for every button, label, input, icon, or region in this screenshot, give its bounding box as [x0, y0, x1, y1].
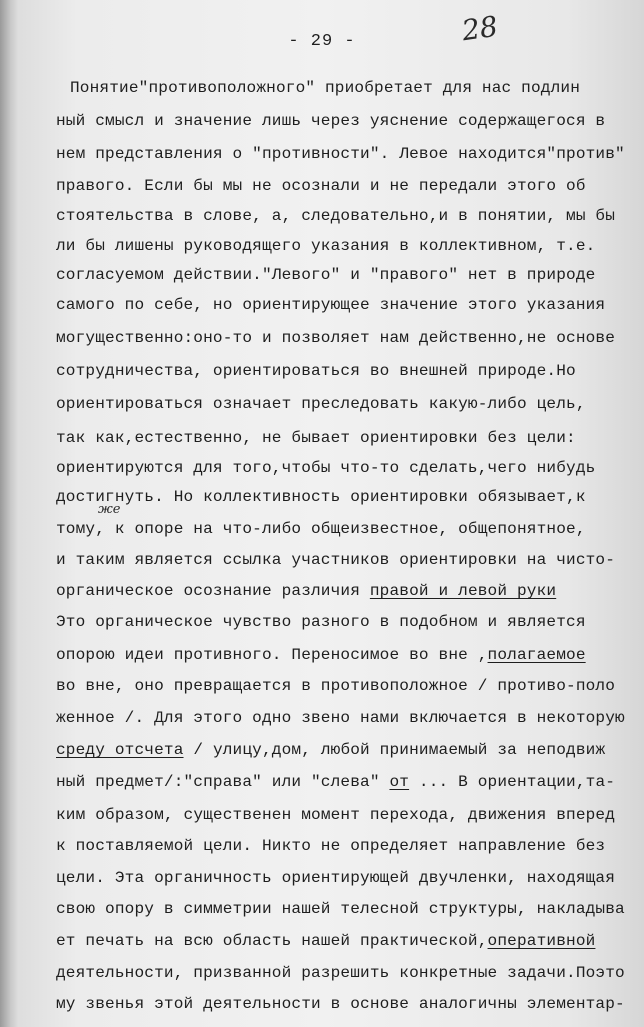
underlined-phrase-reference-medium: среду отсчета	[56, 741, 184, 759]
text-line-30: му звенья этой деятельности в основе аналогичны элементар-	[56, 995, 625, 1013]
text-line-22	[56, 739, 626, 761]
text-line-7: согласуемом действии."Левого" и "правого" нет в природе	[56, 266, 596, 284]
text-line-8: самого по себе, но ориентирующее значение этого указания	[56, 296, 606, 314]
text-line-24	[56, 804, 626, 826]
text-line-23	[56, 771, 626, 793]
text-line-24-prefix: ким	[56, 806, 96, 824]
text-line-1: Понятие"противоположного" приобретает для нас подлин	[70, 79, 581, 97]
text-line-18: Это органическое чувство разного в подобном и является	[56, 613, 586, 631]
text-line-24-rest: образом, существенен момент перехода, движения вперед	[95, 806, 616, 824]
underlined-word-posited: полагаемое	[487, 646, 586, 664]
page-number: - 29 -	[288, 32, 356, 51]
text-line-28	[56, 930, 626, 952]
text-line-3: нем представления о "противности". Левое находится"против"	[56, 145, 625, 163]
text-line-29: деятельности, призванной разрешить конкретные задачи.Поэто	[56, 964, 625, 982]
text-line-21: женное /. Для этого одно звено нами включается в некоторую	[56, 709, 625, 727]
text-line-16: и таким является ссылка участников ориентировки на чисто-	[56, 551, 616, 569]
underlined-phrase-hands: правой и левой руки	[369, 582, 557, 600]
text-line-5: стоятельства в слове, а, следовательно,и в понятии, мы бы	[56, 207, 616, 225]
text-line-28-start: ет печать на всю область нашей практической,	[56, 932, 488, 950]
text-line-23-end: ... В ориентации,та-	[409, 773, 616, 791]
text-line-23-start: ный предмет/:"справа" или "слева"	[56, 773, 390, 791]
text-line-6: ли бы лишены руководящего указания в коллективном, т.е.	[56, 237, 596, 255]
text-line-2: ный смысл и значение лишь через уяснение содержащегося в	[56, 112, 606, 130]
handwritten-insertion: же	[98, 502, 121, 517]
text-line-9: могущественно:оно-то и позволяет нам действенно,не основе	[56, 329, 616, 347]
text-line-4: правого. Если бы мы не осознали и не передали этого об	[56, 177, 586, 195]
underlined-word-operative: оперативной	[487, 932, 596, 950]
text-line-26: цели. Эта органичность ориентирующей двучленки, находящая	[56, 869, 616, 887]
text-line-20: во вне, оно превращается в противоположное / противо-поло	[56, 677, 616, 695]
text-line-22-rest: / улицу,дом, любой принимаемый за неподвиж	[183, 741, 606, 759]
text-line-13: ориентируются для того,чтобы что-то сделать,чего нибудь	[56, 459, 596, 477]
text-line-11: ориентироваться означает преследовать какую-либо цель,	[56, 395, 586, 413]
text-line-17	[56, 580, 626, 602]
handwritten-page-number: 28	[459, 9, 500, 48]
scan-left-edge	[0, 0, 18, 1027]
text-line-27: свою опору в симметрии нашей телесной структуры, накладыва	[56, 900, 625, 918]
text-line-17-start: органическое осознание различия	[56, 582, 370, 600]
text-line-25: к поставляемой цели. Никто не определяет направление без	[56, 837, 606, 855]
text-line-14: достигнуть. Но коллективность ориентировки обязывает,к	[56, 488, 586, 506]
text-line-19-start: опорою идеи противного. Переносимое во вне ,	[56, 646, 488, 664]
text-line-10: сотрудничества, ориентироваться во внешней природе.Но	[56, 362, 576, 380]
underlined-word-from: от	[389, 773, 410, 791]
text-line-19	[56, 644, 626, 666]
text-line-12: так как,естественно, не бывает ориентировки без цели:	[56, 429, 576, 447]
text-line-15: тому, к опоре на что-либо общеизвестное, общепонятное,	[56, 520, 586, 538]
